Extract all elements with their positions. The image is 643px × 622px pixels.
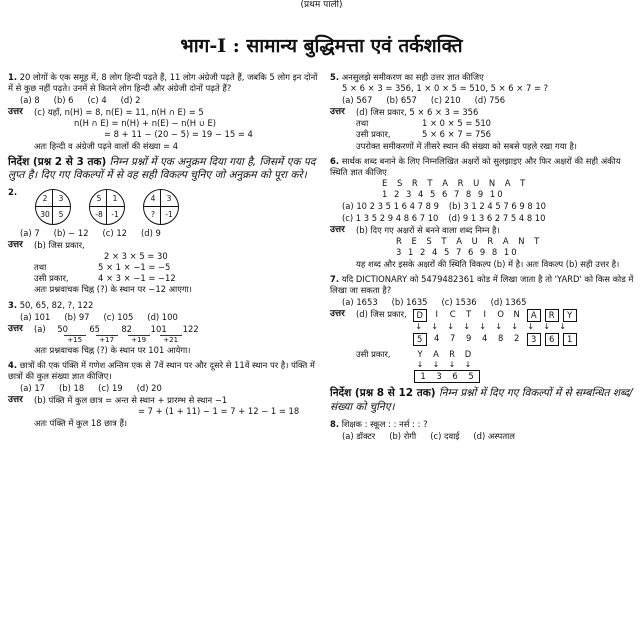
option-d: (d) अस्पताल [473,430,515,441]
question-2 [8,187,320,296]
circle-figures [35,189,179,225]
option-a: (a) 17 [20,383,45,394]
code-digits [413,333,577,346]
section-title: भाग-I : सामान्य बुद्धिमत्ता एवं तर्कशक्ति [180,35,463,57]
question-6 [330,156,635,270]
option-a: (a) 101 [20,311,51,322]
arrow-icon: ↓ [559,321,567,331]
cell: -8 [95,210,103,220]
code-word-letters [413,309,577,322]
option-d: (d) 9 1 3 6 2 7 5 4 8 10 [448,213,546,224]
jumbled-letters: E S R T A R U N A T [382,177,529,188]
left-column [8,72,320,433]
question-text: शिक्षक : स्कूल : : नर्स : : ? [341,418,428,429]
option-a: (a) 1653 [342,296,378,307]
arrow-icon: ↓ [447,321,455,331]
direction-2-3 [8,156,320,183]
digit: 7 [450,332,456,343]
answer-line: अतः प्रश्नवाचक चिह्न (?) के स्थान पर 101 आयेगा। [34,345,191,356]
answer-line: उपरोक्त समीकरणों में तीसरे स्थान की संख्या को सबसे पहले रखा गया है। [356,140,577,151]
question-text: 50, 65, 82, ?, 122 [19,299,94,310]
direction-heading: निर्देश (प्रश्न 8 से 12 तक) [330,387,436,400]
option-b: (b) 3 1 2 4 5 7 6 9 8 10 [448,201,546,212]
digit: 1 [420,371,426,382]
option-d: (d) 2 [120,95,141,106]
letter: Y [417,348,423,359]
page-header: (प्रथम पाली) [300,0,343,10]
option-a: (a) 7 [20,227,40,238]
circle-figure-2 [89,189,125,225]
digit: 6 [452,371,458,382]
letter: C [449,308,456,319]
digit: 5 [413,333,427,346]
answer-line: (b) जिस प्रकार, [34,240,85,251]
question-number: 2. [8,186,18,197]
difference: +15 [64,335,86,345]
difference: +21 [160,335,182,345]
cell: 5 [96,193,102,203]
answer-word: R E S T A U R A N T [396,236,543,247]
cell: -1 [111,210,119,220]
letter: R [449,348,455,359]
letter: I [483,308,486,319]
question-number: 6. [330,155,340,166]
direction-8-12 [330,387,635,414]
arrow-icon: ↓ [432,359,440,369]
cell: 4 [150,193,156,203]
letter: T [466,308,472,319]
series-term: 82 [121,323,132,334]
letter: Y [563,309,577,322]
answer-line: (b) दिए गए अक्षरों से बनने वाला शब्द निम्न है। [356,225,500,236]
mapping-arrows [414,360,480,371]
arrow-icon: ↓ [511,321,519,331]
question-text: यदि DICTIONARY को 5479482361 कोड में लिखा जाता है तो 'YARD' को किस कोड में लिखा जा सकता है? [330,273,634,295]
answer [8,395,320,428]
answer-line: उसी प्रकार, [356,129,391,140]
question-7 [330,274,635,384]
answer-line: 4 × 3 × −1 = −12 [98,273,176,284]
answer-line: n(H ∩ E) = n(H) + n(E) − n(H ∪ E) [74,118,217,129]
question-text: छात्रों की एक पंक्ति में गणेश अन्तिम एक से 7वें स्थान पर और दूसरे से 11वें स्थान पर है। पंक्ति में छात्रों की कुल संख्या ज्ञात कीजिए। [8,360,315,382]
circle-figure-1 [35,189,71,225]
answer-line: तथा [356,118,369,129]
series-term: 50 [57,323,68,334]
letter: D [464,348,472,359]
circle-figure-3 [143,189,179,225]
option-d: (d) 9 [141,227,161,238]
option-c: (c) 4 [87,95,107,106]
digit: 5 [468,371,474,382]
option-a: (a) डॉक्टर [342,430,376,441]
option-d: (d) 1365 [490,296,527,307]
answer-line: उसी प्रकार, [34,273,69,284]
arrow-icon: ↓ [527,321,535,331]
direction-text: निम्न प्रश्नों में एक अनुक्रम दिया गया है, जिसमें एक पद लुप्त है। दिए गए विकल्पों में से वह सही विकल्प चुनिए जो अनुक्रम को पूरा करे। [8,155,316,182]
answer-line: (b) पंक्ति में कुल छात्र = अन्त से स्थान + प्रारम्भ से स्थान −1 [34,395,228,406]
answer [8,324,320,356]
digit: 4 [482,332,488,343]
answer-line: = 8 + 11 − (20 − 5) = 19 − 15 = 4 [104,129,253,140]
option-b: (b) 97 [64,311,90,322]
question-3 [8,300,320,357]
answer [330,225,635,269]
difference: +17 [96,335,118,345]
cell: 5 [58,210,64,220]
letter: A [433,348,439,359]
letter: D [413,309,427,322]
arrow-icon: ↓ [416,359,424,369]
question-5 [330,72,635,152]
options [342,201,635,212]
answer-label: उत्तर [8,323,23,334]
option-b: (b) − 12 [53,227,89,238]
option-a: (a) 8 [20,95,40,106]
digit: 3 [436,371,442,382]
option-c: (c) 210 [430,95,461,106]
answer-label: उत्तर [330,225,345,236]
direction-heading: निर्देश (प्रश्न 2 से 3 तक) [8,155,107,168]
cell: -1 [165,210,173,220]
target-word-letters [414,349,480,360]
options [20,228,320,239]
cell: ? [151,210,155,220]
digit: 3 [527,333,541,346]
answer [8,107,320,151]
arrow-icon: ↓ [431,321,439,331]
answer-label: उत्तर [8,240,23,251]
answer-label: उत्तर [8,395,23,406]
letter: O [497,308,504,319]
digit: 8 [498,332,504,343]
question-text: अनसुलझे समीकरण का सही उत्तर ज्ञात कीजिए [341,72,484,82]
answer-line: 2 × 3 × 5 = 30 [104,251,168,262]
options [342,431,635,442]
answer-line: (c) यहाँ, n(H) = 8, n(E) = 11, n(H ∩ E) = 5 [34,107,204,118]
answer-line: 5 × 6 × 7 = 756 [422,129,491,140]
option-c: (c) 19 [98,383,123,394]
digit: 6 [545,333,559,346]
options [20,312,320,323]
option-c: (c) 12 [102,227,127,238]
answer-line: अतः प्रश्नवाचक चिह्न (?) के स्थान पर −12 आएगा। [34,284,192,295]
cell: 2 [42,193,48,203]
answer-label: उत्तर [8,107,23,118]
answer [330,309,635,383]
question-number: 4. [8,360,18,371]
question-4 [8,360,320,429]
arrow-icon: ↓ [415,321,423,331]
option-c: (c) दवाई [430,430,460,441]
options [342,95,635,106]
answer-label: उत्तर [330,107,345,118]
letter: I [435,308,438,319]
answer-option: (a) [34,323,46,334]
letter: N [513,308,520,319]
arrow-icon: ↓ [495,321,503,331]
number-series [52,324,202,335]
answer-line: तथा [34,262,47,273]
options [20,383,320,394]
series-term: 122 [182,323,199,334]
digit: 2 [514,332,520,343]
cell: 3 [166,193,172,203]
options [342,297,635,308]
options [20,95,320,106]
series-term: 65 [89,323,100,334]
cell: 1 [112,193,118,203]
answer-line: (d) जिस प्रकार, [356,308,407,319]
question-1 [8,72,320,152]
option-b: (b) रोगी [389,430,417,441]
series-term: 101 [150,323,167,334]
answer [8,240,320,295]
right-column [330,72,635,446]
option-d: (d) 20 [136,383,162,394]
mapping-arrows [413,322,577,333]
cell: 3 [58,193,64,203]
letter-positions: 1 2 3 4 5 6 7 8 9 10 [382,188,505,199]
question-8 [330,419,635,442]
digit: 4 [434,332,440,343]
arrow-icon: ↓ [543,321,551,331]
answer-line: (d) जिस प्रकार, 5 × 6 × 3 = 356 [356,107,479,118]
arrow-icon: ↓ [448,359,456,369]
question-text: सार्थक शब्द बनाने के लिए निम्नलिखित अक्षरों को सुलझाइए और फिर अक्षरों की सही अंकीय स्थिति ज्ञात कीजिए [330,155,621,177]
question-number: 7. [330,273,340,284]
option-a: (a) 567 [342,95,373,106]
option-d: (d) 100 [147,311,178,322]
arrow-icon: ↓ [464,359,472,369]
question-number: 1. [8,72,18,82]
question-number: 8. [330,418,340,429]
question-text: 20 लोगों के एक समूह में, 8 लोग हिन्दी पढ़ते हैं, 11 लोग अंग्रेजी पढ़ते हैं, जबकि 5 लोग इन दोनों में से कुछ नहीं पढ़ते। उनमें से कितने लोग हिन्दी और अंग्रेजी दोनों पढ़ते हैं? [8,72,318,94]
option-b: (b) 1635 [391,296,428,307]
arrow-icon: ↓ [463,321,471,331]
answer-line: अतः पंक्ति में कुल 18 छात्र हैं। [34,417,128,428]
target-code [414,370,480,383]
answer-positions: 3 1 2 4 5 7 6 9 8 10 [396,247,519,258]
difference: +19 [128,335,150,345]
answer-line: उसी प्रकार, [356,348,391,359]
digit: 1 [563,333,577,346]
answer-line: = 7 + (1 + 11) − 1 = 7 + 12 − 1 = 18 [138,406,300,417]
options [342,213,635,224]
option-b: (b) 6 [53,95,74,106]
option-b: (b) 657 [386,95,417,106]
digit: 9 [466,332,472,343]
letter: R [545,309,559,322]
arrow-icon: ↓ [479,321,487,331]
question-number: 3. [8,299,18,310]
direction-text: निम्न प्रश्नों में दिए गए विकल्पों में से सम्बन्धित शब्द/संख्या को चुनिए। [330,387,633,413]
answer-line: यह शब्द और इसके अक्षरों की स्थिति विकल्प (b) में है। अतः विकल्प (b) सही उत्तर है। [356,258,620,269]
equation: 5 × 6 × 3 = 356, 1 × 0 × 5 = 510, 5 × 6 × 7 = ? [342,83,549,94]
answer-line: अतः हिन्दी व अंग्रेजी पढ़ने वालों की संख्या = 4 [34,140,179,151]
answer-line: 5 × 1 × −1 = −5 [98,262,171,273]
answer-line: 1 × 0 × 5 = 510 [422,118,491,129]
question-number: 5. [330,72,340,82]
option-c: (c) 1536 [441,296,477,307]
option-b: (b) 18 [59,383,85,394]
answer [330,107,635,151]
cell: 30 [40,210,50,220]
option-a: (a) 10 2 3 5 1 6 4 7 8 9 [342,201,439,212]
letter: A [527,309,541,322]
option-c: (c) 1 3 5 2 9 4 8 6 7 10 [342,213,439,224]
option-c: (c) 105 [103,311,134,322]
answer-label: उत्तर [330,308,345,319]
option-d: (d) 756 [474,95,506,106]
series-differences [64,335,202,345]
